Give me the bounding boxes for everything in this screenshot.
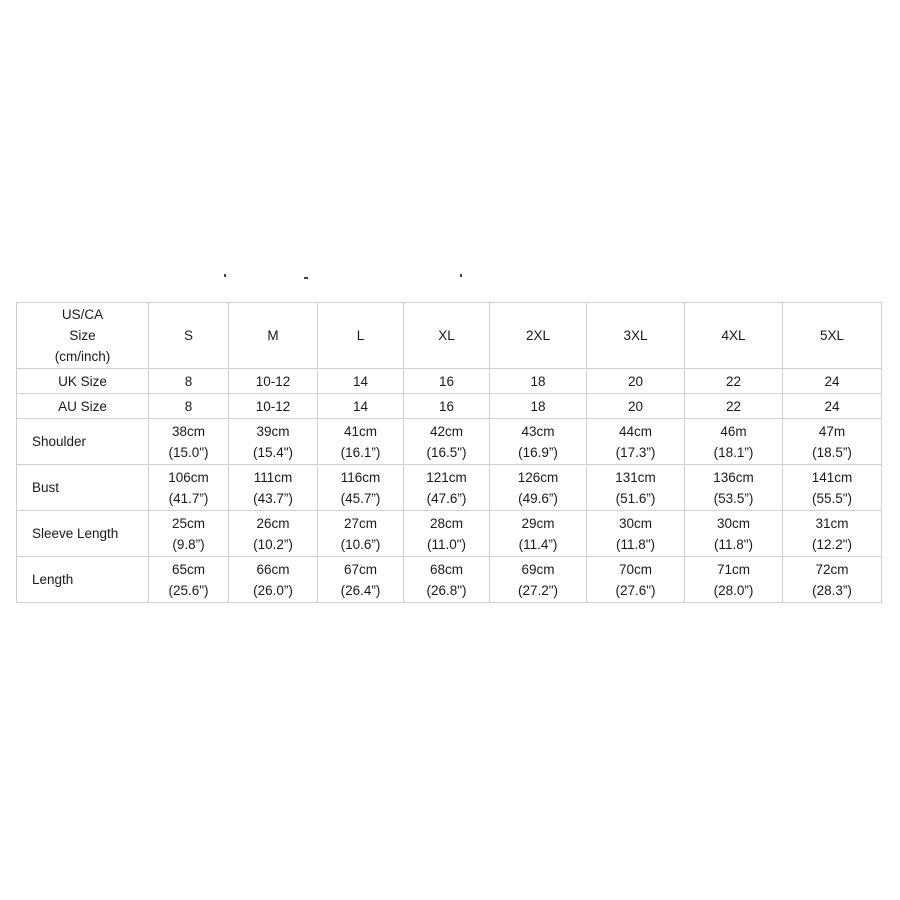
table-cell: 8 xyxy=(149,369,229,394)
inch-value: (10.2”) xyxy=(253,536,293,552)
cm-value: 39cm xyxy=(256,423,290,439)
table-cell xyxy=(229,419,318,465)
cm-value: 68cm xyxy=(429,561,463,577)
table-cell: 20 xyxy=(587,369,685,394)
inch-value: (27.6") xyxy=(615,582,656,598)
stray-mark xyxy=(224,274,226,277)
table-cell xyxy=(229,465,318,511)
stray-mark xyxy=(460,274,462,277)
header-label-line: (cm/inch) xyxy=(54,349,111,364)
table-cell xyxy=(685,419,783,465)
inch-value: (16.5") xyxy=(426,444,467,460)
size-header-cell: L xyxy=(318,303,404,369)
table-cell: 10-12 xyxy=(229,369,318,394)
size-header-cell: 3XL xyxy=(587,303,685,369)
row-label: AU Size xyxy=(17,394,149,419)
size-header-cell: XL xyxy=(404,303,490,369)
table-cell xyxy=(318,419,404,465)
row-label: Shoulder xyxy=(17,419,149,465)
table-cell: 24 xyxy=(783,369,882,394)
table-cell xyxy=(587,511,685,557)
table-cell xyxy=(318,557,404,603)
inch-value: (26.8") xyxy=(426,582,467,598)
table-cell xyxy=(149,511,229,557)
inch-value: (11.8") xyxy=(615,536,656,552)
header-label-line: Size xyxy=(69,328,96,343)
inch-value: (49.6”) xyxy=(518,490,558,506)
table-cell: 16 xyxy=(404,369,490,394)
row-label: UK Size xyxy=(17,369,149,394)
cm-value: 111cm xyxy=(253,469,293,485)
row-label: Sleeve Length xyxy=(17,511,149,557)
cm-value: 26cm xyxy=(256,515,290,531)
cm-value: 136cm xyxy=(713,469,754,485)
table-cell xyxy=(318,465,404,511)
cm-value: 70cm xyxy=(618,561,652,577)
bust-row xyxy=(17,465,882,511)
table-cell xyxy=(404,419,490,465)
cm-value: 47m xyxy=(818,423,846,439)
table-cell xyxy=(587,465,685,511)
row-label: Length xyxy=(17,557,149,603)
inch-value: (27.2") xyxy=(517,582,559,598)
inch-value: (18.5”) xyxy=(812,444,852,460)
cm-value: 28cm xyxy=(429,515,463,531)
cm-value: 44cm xyxy=(618,423,652,439)
table-cell xyxy=(318,511,404,557)
inch-value: (47.6”) xyxy=(426,490,467,506)
shoulder-row xyxy=(17,419,882,465)
cm-value: 46m xyxy=(720,423,747,439)
table-cell xyxy=(685,511,783,557)
cm-value: 141cm xyxy=(811,469,853,485)
table-cell: 18 xyxy=(490,369,587,394)
row-label: Bust xyxy=(17,465,149,511)
inch-value: (45.7”) xyxy=(340,490,381,506)
table-cell xyxy=(783,511,882,557)
cm-value: 29cm xyxy=(521,515,555,531)
inch-value: (10.6”) xyxy=(340,536,381,552)
header-row xyxy=(17,303,882,369)
inch-value: (9.8”) xyxy=(172,536,205,552)
inch-value: (15.4") xyxy=(252,444,294,460)
inch-value: (16.9”) xyxy=(518,444,558,460)
cm-value: 106cm xyxy=(168,469,209,485)
table-cell: 18 xyxy=(490,394,587,419)
cm-value: 31cm xyxy=(815,515,849,531)
cm-value: 126cm xyxy=(517,469,559,485)
inch-value: (18.1”) xyxy=(713,444,754,460)
inch-value: (28.0”) xyxy=(713,582,754,598)
table-cell xyxy=(404,511,490,557)
table-cell xyxy=(783,557,882,603)
table-cell xyxy=(229,511,318,557)
inch-value: (16.1”) xyxy=(340,444,381,460)
cm-value: 72cm xyxy=(815,561,849,577)
inch-value: (11.0") xyxy=(426,536,467,552)
table-cell xyxy=(490,511,587,557)
inch-value: (17.3”) xyxy=(615,444,656,460)
table-cell xyxy=(490,419,587,465)
inch-value: (11.8") xyxy=(713,536,754,552)
cm-value: 69cm xyxy=(521,561,555,577)
table-cell: 22 xyxy=(685,369,783,394)
cm-value: 30cm xyxy=(716,515,750,531)
table-cell xyxy=(587,419,685,465)
stray-mark xyxy=(304,277,308,279)
inch-value: (43.7”) xyxy=(253,490,293,506)
cm-value: 38cm xyxy=(171,423,205,439)
table-cell: 8 xyxy=(149,394,229,419)
table-cell: 16 xyxy=(404,394,490,419)
table-cell xyxy=(490,465,587,511)
size-header-cell: 4XL xyxy=(685,303,783,369)
cm-value: 41cm xyxy=(343,423,377,439)
cm-value: 131cm xyxy=(615,469,656,485)
inch-value: (55.5") xyxy=(811,490,853,506)
header-label-line: US/CA xyxy=(61,307,104,322)
size-chart-table xyxy=(16,302,882,603)
cm-value: 66cm xyxy=(256,561,290,577)
table-cell: 10-12 xyxy=(229,394,318,419)
cm-value: 65cm xyxy=(171,561,205,577)
table-cell xyxy=(685,465,783,511)
table-cell xyxy=(149,465,229,511)
inch-value: (41.7”) xyxy=(168,490,209,506)
uk-size-row xyxy=(17,369,882,394)
size-header-cell: 5XL xyxy=(783,303,882,369)
inch-value: (26.0”) xyxy=(253,582,293,598)
inch-value: (25.6") xyxy=(168,582,209,598)
inch-value: (51.6”) xyxy=(615,490,656,506)
table-cell xyxy=(587,557,685,603)
table-cell: 14 xyxy=(318,369,404,394)
table-cell xyxy=(783,465,882,511)
table-cell xyxy=(149,557,229,603)
cm-value: 121cm xyxy=(426,469,467,485)
size-header-cell: M xyxy=(229,303,318,369)
header-label-cell xyxy=(17,303,149,369)
table-cell xyxy=(404,465,490,511)
table-cell xyxy=(783,419,882,465)
table-cell xyxy=(149,419,229,465)
au-size-row xyxy=(17,394,882,419)
inch-value: (53.5”) xyxy=(713,490,754,506)
length-row xyxy=(17,557,882,603)
cm-value: 43cm xyxy=(521,423,555,439)
size-header-cell: S xyxy=(149,303,229,369)
cm-value: 27cm xyxy=(343,515,377,531)
cm-value: 116cm xyxy=(340,469,381,485)
table-cell xyxy=(490,557,587,603)
cm-value: 67cm xyxy=(343,561,377,577)
table-cell xyxy=(229,557,318,603)
cm-value: 42cm xyxy=(429,423,463,439)
cm-value: 71cm xyxy=(716,561,750,577)
inch-value: (12.2") xyxy=(811,536,853,552)
table-cell xyxy=(404,557,490,603)
table-cell: 24 xyxy=(783,394,882,419)
inch-value: (11.4”) xyxy=(518,536,558,552)
table-cell: 22 xyxy=(685,394,783,419)
sleeve-length-row xyxy=(17,511,882,557)
inch-value: (28.3”) xyxy=(812,582,852,598)
size-header-cell: 2XL xyxy=(490,303,587,369)
cm-value: 30cm xyxy=(618,515,652,531)
inch-value: (15.0") xyxy=(168,444,209,460)
table-cell: 14 xyxy=(318,394,404,419)
table-cell: 20 xyxy=(587,394,685,419)
cm-value: 25cm xyxy=(171,515,205,531)
table-cell xyxy=(685,557,783,603)
inch-value: (26.4”) xyxy=(340,582,381,598)
